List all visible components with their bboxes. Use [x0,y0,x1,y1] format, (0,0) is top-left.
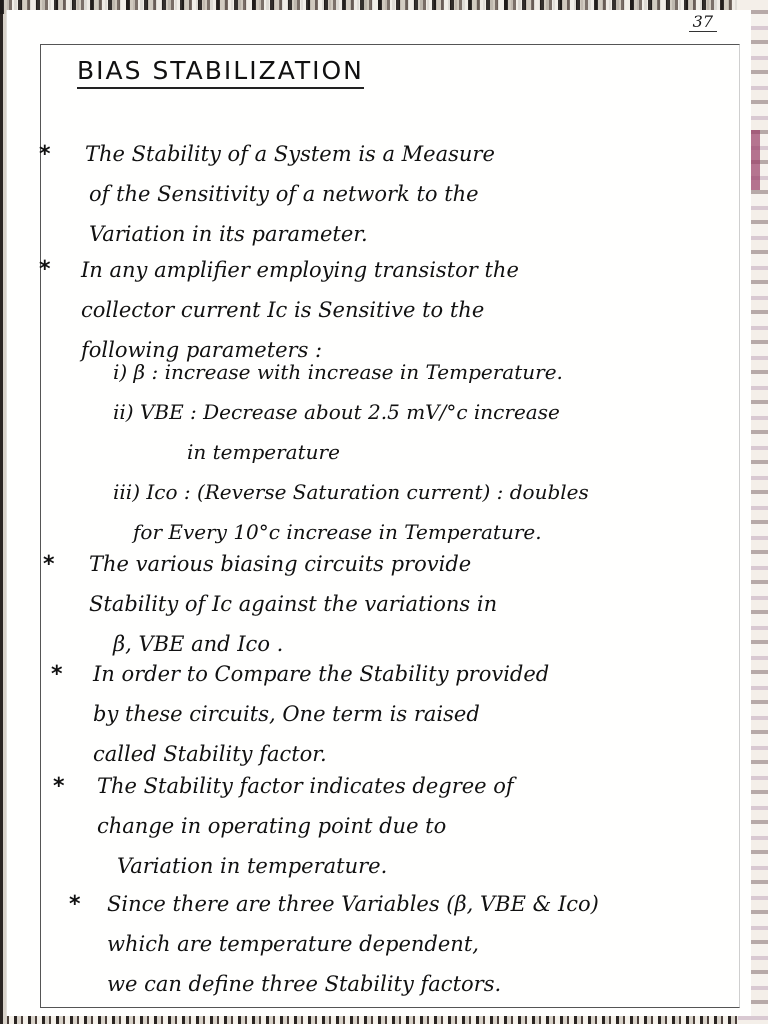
text-line: of the Sensitivity of a network to the [89,182,479,206]
text-line: Variation in its parameter. [89,222,368,246]
text-line: called Stability factor. [93,742,327,766]
paragraph-stability-definition [85,134,495,254]
parameter-ico-continued: for Every 10°c increase in Temperature. [133,520,542,544]
paragraph-stability-factor [97,766,514,886]
parameter-vbe-continued: in temperature [187,440,340,464]
text-line: β, VBE and Ico . [113,632,284,656]
bullet-asterisk: * [69,892,81,917]
text-line: change in operating point due to [97,814,447,838]
text-line: Stability of Ic against the variations in [89,592,498,616]
bullet-asterisk: * [39,257,51,282]
text-line: following parameters : [81,338,323,362]
text-line: we can define three Stability factors. [107,972,502,996]
parameter-vbe: ii) VBE : Decrease about 2.5 mV/°c increase [113,400,560,424]
bullet-asterisk: * [39,142,51,167]
paragraph-biasing-circuits [89,544,497,664]
bullet-asterisk: * [43,552,55,577]
bullet-asterisk: * [53,774,65,799]
paragraph-compare-stability [93,654,549,774]
text-line: In order to Compare the Stability provided [93,662,550,686]
page-number: 37 [689,12,717,32]
text-line: The Stability of a System is a Measure [85,142,495,166]
text-line: collector current Ic is Sensitive to the [81,298,485,322]
text-line: In any amplifier employing transistor the [81,258,519,282]
bullet-asterisk: * [51,662,63,687]
text-line: The various biasing circuits provide [89,552,472,576]
text-line: which are temperature dependent, [107,932,479,956]
paragraph-three-variables [107,884,599,1004]
text-line: Variation in temperature. [117,854,388,878]
page-heading: BIAS STABILIZATION [77,56,364,89]
parameter-ico: iii) Ico : (Reverse Saturation current) : doubles [113,480,589,504]
text-line: by these circuits, One term is raised [93,702,480,726]
text-line: Since there are three Variables (β, VBE & Ico) [107,892,599,916]
parameter-beta: i) β : increase with increase in Temperature. [113,360,563,384]
text-line: The Stability factor indicates degree of [97,774,514,798]
parameter-list [113,352,589,552]
notebook-page [6,10,751,1016]
